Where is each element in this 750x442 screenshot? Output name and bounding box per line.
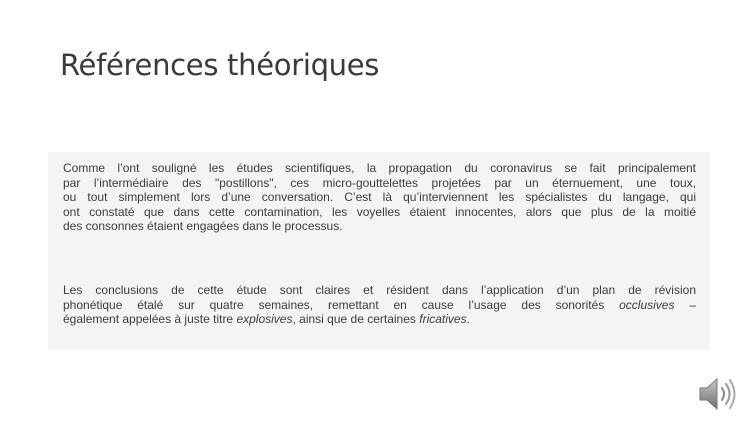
text-line: par l’intermédiaire des "postillons", ces micro-gouttelettes projetées par un éternuement, une toux, <box>63 175 696 190</box>
text-line: Comme l’ont souligné les études scientifiques, la propagation du coronavirus se fait principalement <box>63 161 696 175</box>
italic-term: occlusives <box>619 297 675 312</box>
text-segment: , ainsi que de certaines <box>292 312 420 327</box>
text-segment: – <box>674 297 696 312</box>
italic-term: explosives <box>236 312 293 327</box>
text-segment: également appelées à juste titre <box>63 312 237 327</box>
quote-paragraph-1 <box>63 161 696 234</box>
text-line: des consonnes étaient engagées dans le processus. <box>63 219 343 234</box>
speaker-icon[interactable] <box>697 376 739 412</box>
quote-paragraph-2 <box>63 283 696 327</box>
text-line: ont constaté que dans cette contamination, les voyelles étaient innocentes, alors que plus de la moitié <box>63 204 696 219</box>
text-segment: phonétique étalé sur quatre semaines, remettant en cause l’usage des sonorités <box>63 297 620 312</box>
slide-title: Références théoriques <box>60 48 380 82</box>
quote-box <box>48 152 710 350</box>
italic-term: fricatives <box>419 312 467 327</box>
text-line <box>63 312 696 327</box>
text-line: Les conclusions de cette étude sont claires et résident dans l’application d’un plan de révision <box>63 283 696 297</box>
text-segment: . <box>466 312 470 327</box>
text-line: ou tout simplement lors d’une conversation. C’est là qu’interviennent les spécialistes du langage, qui <box>63 190 696 205</box>
text-line <box>63 298 696 313</box>
